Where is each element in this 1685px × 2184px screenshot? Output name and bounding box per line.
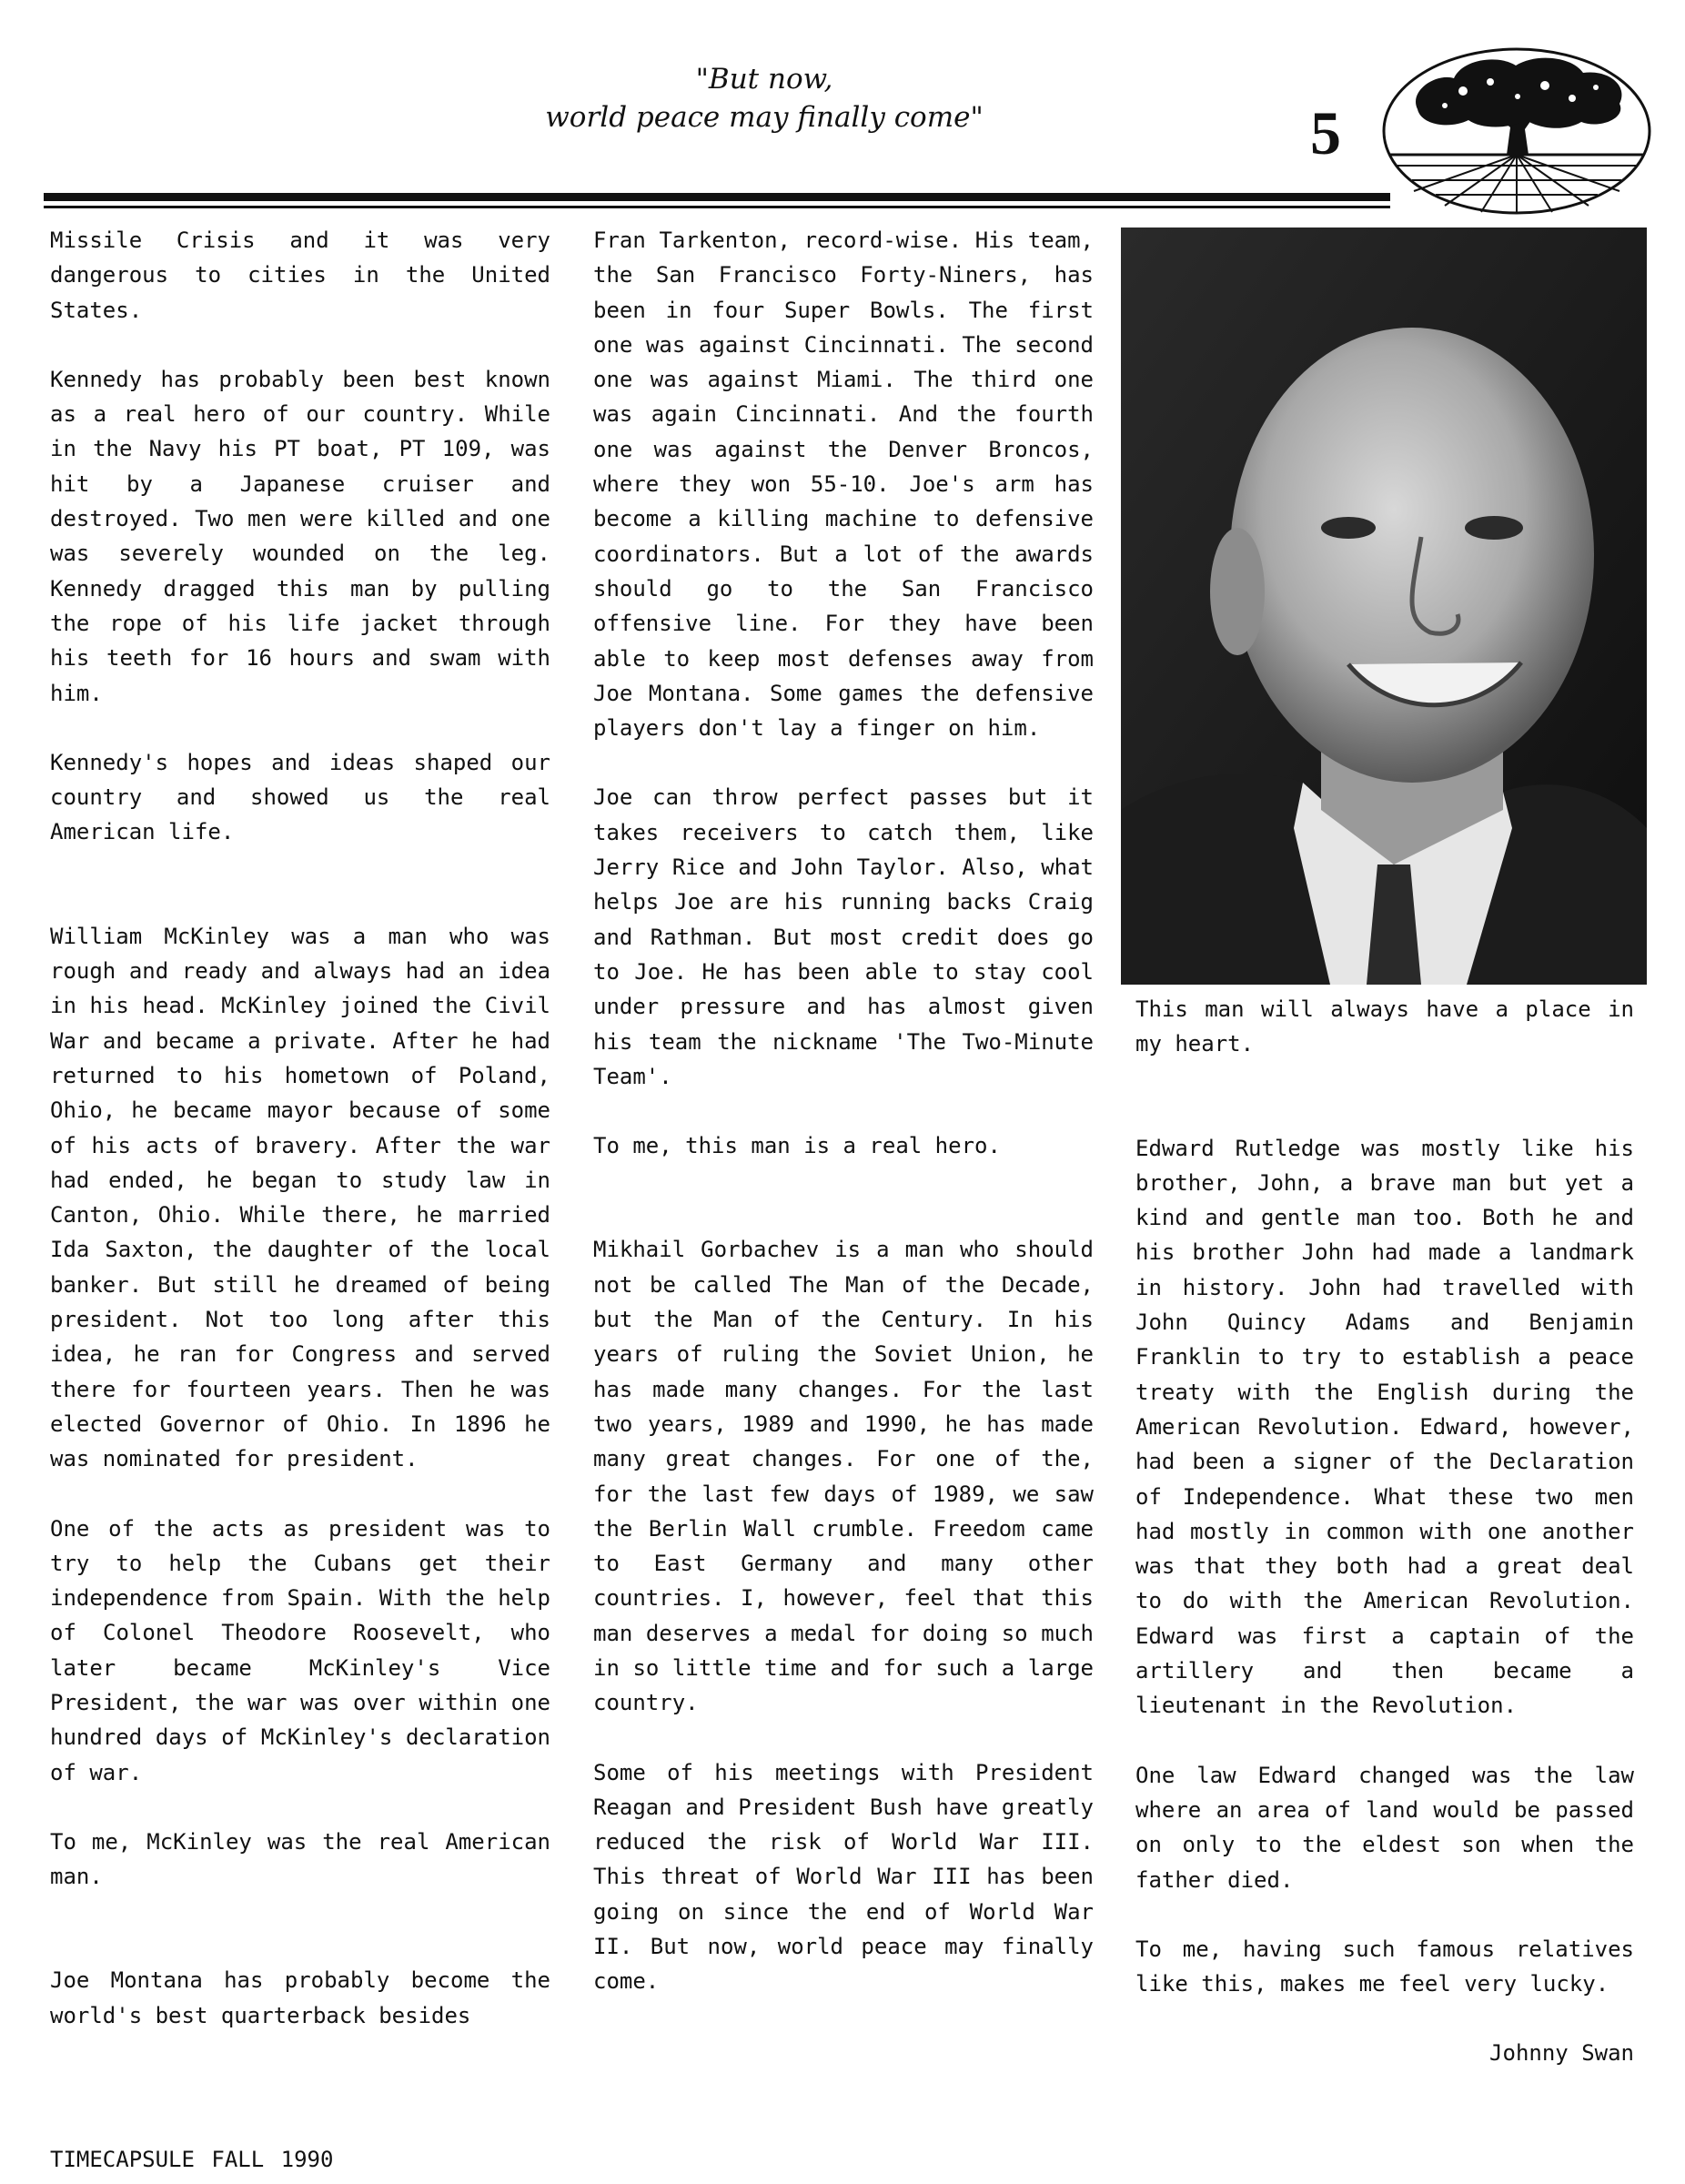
pull-quote-line-2: world peace may finally come" [545,101,984,134]
author-signature: Johnny Swan [1489,2040,1634,2067]
paragraph: Kennedy's hopes and ideas shaped our country and showed us the real American life. [50,749,550,845]
paragraph: Fran Tarkenton, record-wise. His team, the San Francisco Forty-Niners, has been in four Super Bowls. The first one was against Cincinnati. The second one was against Miami. The third one was again Cincinnati. And the fourth one was against the Denver Broncos, where they won 55-10. Joe's arm has become a killing machine to defensive coordinators. But a lot of the awards should go to the San Francisco offensive line. For they have been able to keep most defenses away from Joe Montana. Some games the defensive players don't lay a finger on him. [593,228,1094,742]
paragraph: Mikhail Gorbachev is a man who should not be called The Man of the Decade, but the Man of the Century. In his years of ruling the Soviet Union, he has made many changes. For the last two years, 1989 and 1990, he has made many great changes. For one of the, for the last few days of 1989, we saw the Berlin Wall crumble. Freedom came to East Germany and many other countries. I, however, feel that this man deserves a medal for doing so much in so little time and for such a large country. [593,1237,1094,1716]
pull-quote [510,60,1019,136]
article-column-3 [1135,992,1634,2106]
portrait-photo [1121,228,1647,985]
paragraph: Joe Montana has probably become the world's best quarterback besides [50,1967,550,2028]
paragraph: Edward Rutledge was mostly like his brother, John, a brave man but yet a kind and gentle man too. Both he and his brother John had made a landmark in history. John had travelled with John Quincy Adams and Benjamin Franklin to try to establish a peace treaty with the English during the American Revolution. Edward, however, had been a signer of the Declaration of Independence. What these two men had mostly in common with one another was that they both had a great deal to do with the American Revolution. Edward was first a captain of the artillery and then became a lieutenant in the Revolution. [1135,1135,1634,1719]
header-rule-thin [44,206,1390,208]
paragraph: William McKinley was a man who was rough and ready and always had an idea in his head. McKinley joined the Civil War and became a private. After he had returned to his hometown of Poland, Ohio, he became mayor because of some of his acts of bravery. After the war had ended, he began to study law in Canton, Ohio. While there, he married Ida Saxton, the daughter of the local banker. But still he dreamed of being president. Not too long after this idea, he ran for Congress and served there for fourteen years. Then he was elected Governor of Ohio. In 1896 he was nominated for president. [50,923,550,1472]
paragraph: One of the acts as president was to try to help the Cubans get their independence from Spain. With the help of Colonel Theodore Roosevelt, who later became McKinley's Vice President, the war was over within one hundred days of McKinley's declaration of war. [50,1515,550,1785]
page-number: 5 [1310,98,1341,167]
tree-logo-icon [1381,46,1652,217]
article-column-1 [50,223,550,2068]
paragraph: One law Edward changed was the law where an area of land would be passed on only to the eldest son when the father died. [1135,1762,1634,1893]
paragraph: Joe can throw perfect passes but it takes receivers to catch them, like Jerry Rice and John Taylor. Also, what helps Joe are his running backs Craig and Rathman. But most credit does go to Joe. He has been able to stay cool under pressure and has almost given his team the nickname 'The Two-Minute Team'. [593,784,1094,1089]
photo-caption: This man will always have a place in my heart. [1135,996,1634,1057]
paragraph: To me, having such famous relatives like this, makes me feel very lucky. [1135,1936,1634,1997]
portrait-illustration [1121,228,1647,985]
paragraph: Kennedy has probably been best known as a real hero of our country. While in the Navy his PT boat, PT 109, was hit by a Japanese cruiser and destroyed. Two men were killed and one was severely wounded on the leg. Kennedy dragged this man by pulling the rope of his life jacket through his teeth for 16 hours and swam with him. [50,366,550,706]
paragraph: To me, this man is a real hero. [593,1133,1001,1159]
paragraph: Missile Crisis and it was very dangerous to cities in the United States. [50,228,550,323]
article-column-2 [593,223,1094,2034]
pull-quote-line-1: "But now, [695,63,833,96]
paragraph: Some of his meetings with President Reagan and President Bush have greatly reduced the risk of World War III. This threat of World War III has been going on since the end of World War II. But now, world peace may finally come. [593,1759,1094,1995]
page-footer: TIMECAPSULE FALL 1990 [50,2147,334,2172]
header-rule-thick [44,193,1390,201]
paragraph: To me, McKinley was the real American man. [50,1828,550,1890]
